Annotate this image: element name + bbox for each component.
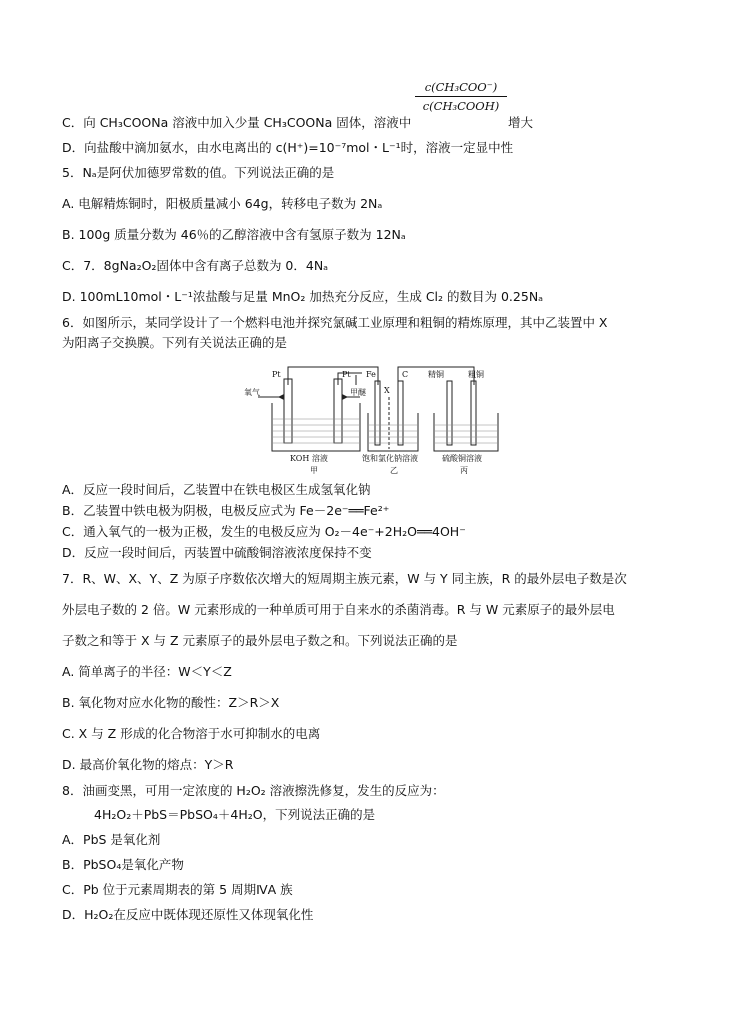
q5-option-c: C．7．8gNa₂O₂固体中含有离子总数为 0．4Nₐ <box>62 258 329 273</box>
beaker-bing <box>434 413 498 451</box>
label-c: C <box>402 370 409 379</box>
wire-jia-yi <box>288 367 378 385</box>
electrode-c <box>398 381 403 445</box>
label-methyl-ether: 甲醚 <box>350 388 366 397</box>
beaker-jia <box>272 403 360 451</box>
q6-option-b: B．乙装置中铁电极为阴极，电极反应式为 Fe－2e⁻══Fe²⁺ <box>62 503 390 518</box>
q7-stem-2: 外层电子数的 2 倍。W 元素形成的一种单质可用于自来水的杀菌消毒。R 与 W 元素原子的最外层电 <box>62 602 615 617</box>
q6-option-a: A．反应一段时间后，乙装置中在铁电极区生成氢氧化钠 <box>62 482 371 497</box>
q7-option-a: A. 简单离子的半径：W＜Y＜Z <box>62 664 232 679</box>
label-fe: Fe <box>366 370 376 379</box>
electrode-pt-right <box>334 379 342 443</box>
label-bing: 丙 <box>460 466 468 475</box>
q7-option-b: B. 氧化物对应水化物的酸性：Z＞R＞X <box>62 695 280 710</box>
q7-stem-3: 子数之和等于 X 与 Z 元素原子的最外层电子数之和。下列说法正确的是 <box>62 633 458 648</box>
q8-option-a: A．PbS 是氧化剂 <box>62 832 161 847</box>
q8-option-d: D．H₂O₂在反应中既体现还原性又体现氧化性 <box>62 907 314 922</box>
label-x: X <box>384 386 390 395</box>
label-yi: 乙 <box>390 466 398 475</box>
q4-option-d: D．向盐酸中滴加氨水，由水电离出的 c(H⁺)=10⁻⁷mol・L⁻¹时，溶液一定显中性 <box>62 140 514 155</box>
fraction-numerator: c(CH₃COO⁻) <box>415 80 507 97</box>
electrochemistry-apparatus-figure <box>242 363 504 483</box>
q8-stem-1: 8．油画变黑，可用一定浓度的 H₂O₂ 溶液擦洗修复，发生的反应为： <box>62 783 445 798</box>
q5-option-b: B. 100g 质量分数为 46％的乙醇溶液中含有氢原子数为 12Nₐ <box>62 227 406 242</box>
q4-option-c <box>62 114 411 132</box>
label-oxygen: 氧气 <box>244 388 260 397</box>
label-cu-tong: 粗铜 <box>468 370 484 379</box>
label-nacl: 饱和氯化钠溶液 <box>362 454 418 463</box>
concentration-fraction <box>415 80 507 113</box>
q7-option-d: D. 最高价氧化物的熔点：Y＞R <box>62 757 234 772</box>
q8-option-c: C．Pb 位于元素周期表的第 5 周期ⅣA 族 <box>62 882 293 897</box>
electrode-pt-left <box>284 379 292 443</box>
q4-option-c-suffix: 增大 <box>508 115 534 130</box>
q8-stem-2: 4H₂O₂＋PbS＝PbSO₄＋4H₂O，下列说法正确的是 <box>94 807 376 822</box>
q5-stem: 5．Nₐ是阿伏加德罗常数的值。下列说法正确的是 <box>62 165 335 180</box>
q6-option-c: C．通入氧气的一极为正极，发生的电极反应为 O₂－4e⁻+2H₂O══4OH⁻ <box>62 524 466 539</box>
q6-stem-2: 为阳离子交换膜。下列有关说法正确的是 <box>62 335 288 350</box>
q4-option-c-text: C．向 CH₃COONa 溶液中加入少量 CH₃COONa 固体，溶液中 <box>62 115 412 130</box>
label-pt-right: Pt <box>342 370 351 379</box>
label-cuso4: 硫酸铜溶液 <box>442 454 482 463</box>
label-koh: KOH 溶液 <box>290 454 328 463</box>
q5-option-d: D. 100mL10mol・L⁻¹浓盐酸与足量 MnO₂ 加热充分反应，生成 Cl₂ 的数目为 0.25Nₐ <box>62 289 544 304</box>
electrode-jing-tong <box>447 381 452 445</box>
electrode-fe <box>375 381 380 445</box>
label-jia: 甲 <box>310 466 318 475</box>
q7-option-c: C. X 与 Z 形成的化合物溶于水可抑制水的电离 <box>62 726 321 741</box>
q7-stem-1: 7．R、W、X、Y、Z 为原子序数依次增大的短周期主族元素，W 与 Y 同主族，R 的最外层电子数是次 <box>62 571 627 586</box>
q6-stem-1: 6．如图所示，某同学设计了一个燃料电池并探究氯碱工业原理和粗铜的精炼原理，其中乙装置中 X <box>62 315 608 330</box>
electrode-cu-tong <box>471 381 476 445</box>
label-jing-tong: 精铜 <box>428 370 444 379</box>
q5-option-a: A. 电解精炼铜时，阳极质量减小 64g，转移电子数为 2Nₐ <box>62 196 383 211</box>
q8-option-b: B．PbSO₄是氧化产物 <box>62 857 184 872</box>
fraction-denominator: c(CH₃COOH) <box>422 99 500 113</box>
q6-option-d: D．反应一段时间后，丙装置中硫酸铜溶液浓度保持不变 <box>62 545 372 560</box>
label-pt-left: Pt <box>272 370 281 379</box>
